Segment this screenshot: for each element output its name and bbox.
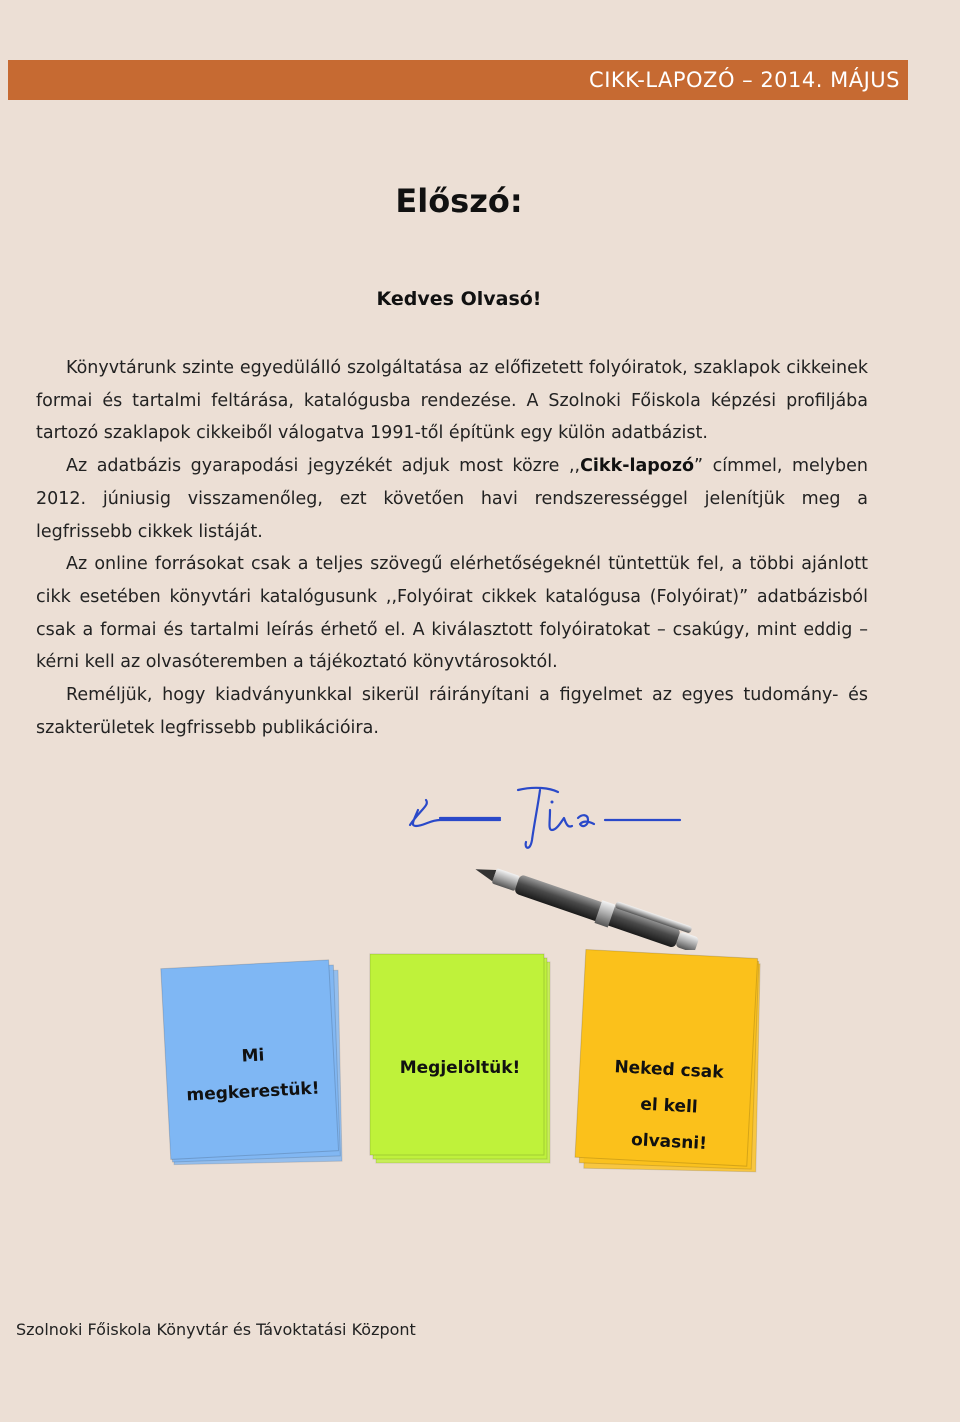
foreword-text [36, 352, 868, 744]
sticky-note-orange-line-3: olvasni! [630, 1130, 708, 1154]
sticky-note-blue-line-1: Mi [241, 1045, 265, 1067]
pen-icon [470, 850, 730, 950]
header-bar [8, 60, 908, 100]
header-title: CIKK-LAPOZÓ – 2014. MÁJUS [589, 68, 900, 92]
paragraph-1: Könyvtárunk szinte egyedülálló szolgáltatása az előfizetett folyóiratok, szaklapok cikkeinek formai és tartalmi feltárása, katalógusba rendezése. A Szolnoki Főiskola képzési profiljába tartozó szaklapok cikkeiből válogatva 1991-től építünk egy külön adatbázist. [36, 358, 868, 444]
sticky-note-blue-line-2: megkerestük! [186, 1078, 320, 1106]
footer-text: Szolnoki Főiskola Könyvtár és Távoktatási Központ [16, 1320, 416, 1339]
paragraph-2 [36, 450, 868, 548]
paragraph-3: Az online forrásokat csak a teljes szövegű elérhetőségeknél tüntettük fel, a többi ajánlott cikk esetében könyvtári katalógusunk ,,Folyóirat cikkek katalógusa (Folyóirat)” adatbázisból csak a formai és tartalmi leírás érhető el. A kiválasztott folyóiratokat – csakúgy, mint eddig – kérni kell az olvasóteremben a tájékoztató könyvtárosoktól. [36, 554, 868, 673]
paragraph-2-part-c: ” címmel, melyben 2012. júniusig visszamenőleg, ezt követően havi rendszerességgel jelenítjük meg a legfrissebb cikkek listáját. [36, 456, 868, 542]
greeting: Kedves Olvasó! [376, 288, 542, 310]
signature-icon [400, 780, 690, 860]
page-title: Előszó: [395, 182, 523, 220]
sticky-note-orange-line-2: el kell [639, 1094, 699, 1118]
sticky-note-orange-text [572, 1052, 766, 1160]
publication-name: Cikk-lapozó [580, 456, 695, 477]
sticky-note-orange [572, 948, 766, 1180]
paragraph-2-part-a: Az adatbázis gyarapodási jegyzékét adjuk most közre ,, [66, 456, 581, 477]
sticky-note-green [362, 948, 558, 1173]
sticky-note-orange-line-1: Neked csak [613, 1057, 725, 1083]
paragraph-4: Reméljük, hogy kiadványunkkal sikerül ráirányítani a figyelmet az egyes tudomány- és szakterületek legfrissebb publikációira. [36, 685, 868, 738]
sticky-note-blue [158, 958, 348, 1173]
sticky-note-green-line-1: Megjelöltük! [399, 1058, 521, 1078]
sticky-note-green-text [362, 1050, 558, 1086]
sticky-note-blue-text [158, 1038, 348, 1110]
